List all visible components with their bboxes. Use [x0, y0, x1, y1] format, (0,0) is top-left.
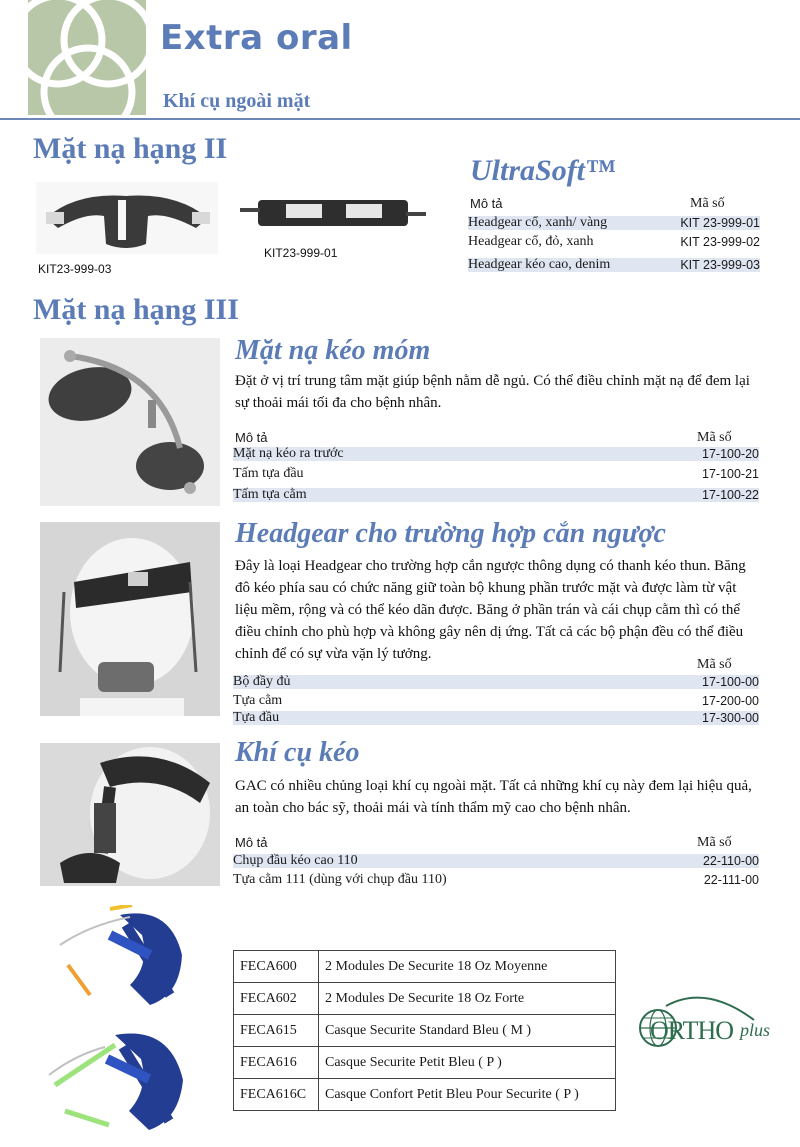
header-rings-logo — [28, 0, 146, 115]
feca-product-table — [233, 950, 616, 1111]
table-row: Mặt nạ kéo ra trước 17-100-20 — [233, 446, 759, 461]
logo-main-text: ORTHO — [650, 1016, 733, 1045]
reverse-headgear-title: Headgear cho trường hợp cắn ngược — [235, 518, 666, 549]
product-code: FECA600 — [234, 951, 319, 983]
orthoplus-logo — [636, 990, 776, 1060]
table-row: Headgear kéo cao, denim KIT 23-999-03 — [468, 257, 760, 272]
reverse-headgear-image — [40, 522, 220, 716]
facemask-description: Đặt ở vị trí trung tâm mặt giúp bệnh nằm dễ ngủ. Có thể điều chỉnh mặt nạ để đem lại sự thoải mái tối đa cho bệnh nhân. — [235, 373, 750, 411]
traction-col-code: Mã số — [697, 835, 732, 850]
class2-heading: Mặt nạ hạng II — [33, 132, 228, 165]
table-row — [234, 1079, 616, 1111]
traction-col-desc: Mô tả — [235, 835, 268, 850]
table-row: Chụp đầu kéo cao 110 22-110-00 — [233, 853, 759, 868]
table-row — [234, 983, 616, 1015]
traction-title: Khí cụ kéo — [235, 737, 360, 768]
table-row: Bộ đầy đủ 17-100-00 — [233, 674, 759, 689]
page-title: Extra oral — [160, 18, 353, 58]
header-divider — [0, 118, 800, 120]
product-name: Casque Securite Standard Bleu ( M ) — [319, 1015, 616, 1047]
product-code: FECA615 — [234, 1015, 319, 1047]
class2-caption-right: KIT23-999-01 — [264, 246, 338, 260]
table-row: Tấm tựa cằm 17-100-22 — [233, 487, 759, 502]
reverse-headgear-description: Đây là loại Headgear cho trường hợp cắn ngược thông dụng có thanh kéo thun. Băng đô kéo phía sau có chức năng giữ toàn bộ khung phần trước mặt và được làm từ vật liệu mềm, rộng và có thể kéo dãn được. Băng ở phần trán và cái chụp cằm thì có thể điều chỉnh cho phù hợp và không gây nên dị ứng. Tất cả các bộ phận đều có thể điều chỉnh để có sự vừa vặn lý tưởng. — [235, 558, 746, 662]
facemask-table-header — [235, 431, 759, 445]
traction-table-header — [235, 836, 759, 850]
page-subtitle: Khí cụ ngoài mặt — [163, 90, 311, 112]
safety-headgear-image-1 — [50, 905, 190, 1015]
class2-headgear-image-left — [36, 182, 218, 254]
class2-headgear-image-right — [238, 186, 428, 240]
product-code: FECA616 — [234, 1047, 319, 1079]
table-row: Tựa cằm 17-200-00 — [233, 693, 759, 708]
ultrasoft-col-desc: Mô tả — [470, 196, 503, 211]
traction-description: GAC có nhiều chủng loại khí cụ ngoài mặt. Tất cả những khí cụ này đem lại hiệu quả, an toàn cho bác sỹ, thoải mái và tính thẩm mỹ cao cho bệnh nhân. — [235, 778, 752, 816]
table-row: Tựa đầu 17-300-00 — [233, 710, 759, 725]
logo-script-text: plus — [740, 1020, 771, 1040]
safety-headgear-image-2 — [45, 1025, 190, 1140]
table-row: Tấm tựa đầu 17-100-21 — [233, 466, 759, 481]
product-name: Casque Securite Petit Bleu ( P ) — [319, 1047, 616, 1079]
table-row: Headgear cổ, xanh/ vàng KIT 23-999-01 — [468, 215, 760, 230]
facemask-col-desc: Mô tả — [235, 430, 268, 445]
table-row — [234, 1047, 616, 1079]
traction-headgear-image — [40, 743, 220, 886]
product-code: FECA602 — [234, 983, 319, 1015]
class3-heading: Mặt nạ hạng III — [33, 293, 239, 326]
table-row: Headgear cổ, đỏ, xanh KIT 23-999-02 — [468, 234, 760, 249]
facemask-image — [40, 338, 220, 506]
ultrasoft-col-code: Mã số — [690, 196, 725, 211]
table-row — [234, 1015, 616, 1047]
product-name: 2 Modules De Securite 18 Oz Forte — [319, 983, 616, 1015]
product-name: Casque Confort Petit Bleu Pour Securite ( P ) — [319, 1079, 616, 1111]
product-name: 2 Modules De Securite 18 Oz Moyenne — [319, 951, 616, 983]
ultrasoft-title: UltraSoft™ — [470, 154, 616, 187]
reverse-col-code: Mã số — [697, 657, 732, 672]
table-row — [234, 951, 616, 983]
ultrasoft-table-header — [470, 197, 760, 211]
facemask-col-code: Mã số — [697, 430, 732, 445]
table-row: Tựa cằm 111 (dùng với chụp đầu 110) 22-111-00 — [233, 872, 759, 887]
reverse-table-header — [235, 658, 759, 672]
class2-caption-left: KIT23-999-03 — [38, 262, 112, 276]
product-code: FECA616C — [234, 1079, 319, 1111]
facemask-title: Mặt nạ kéo móm — [235, 335, 431, 366]
